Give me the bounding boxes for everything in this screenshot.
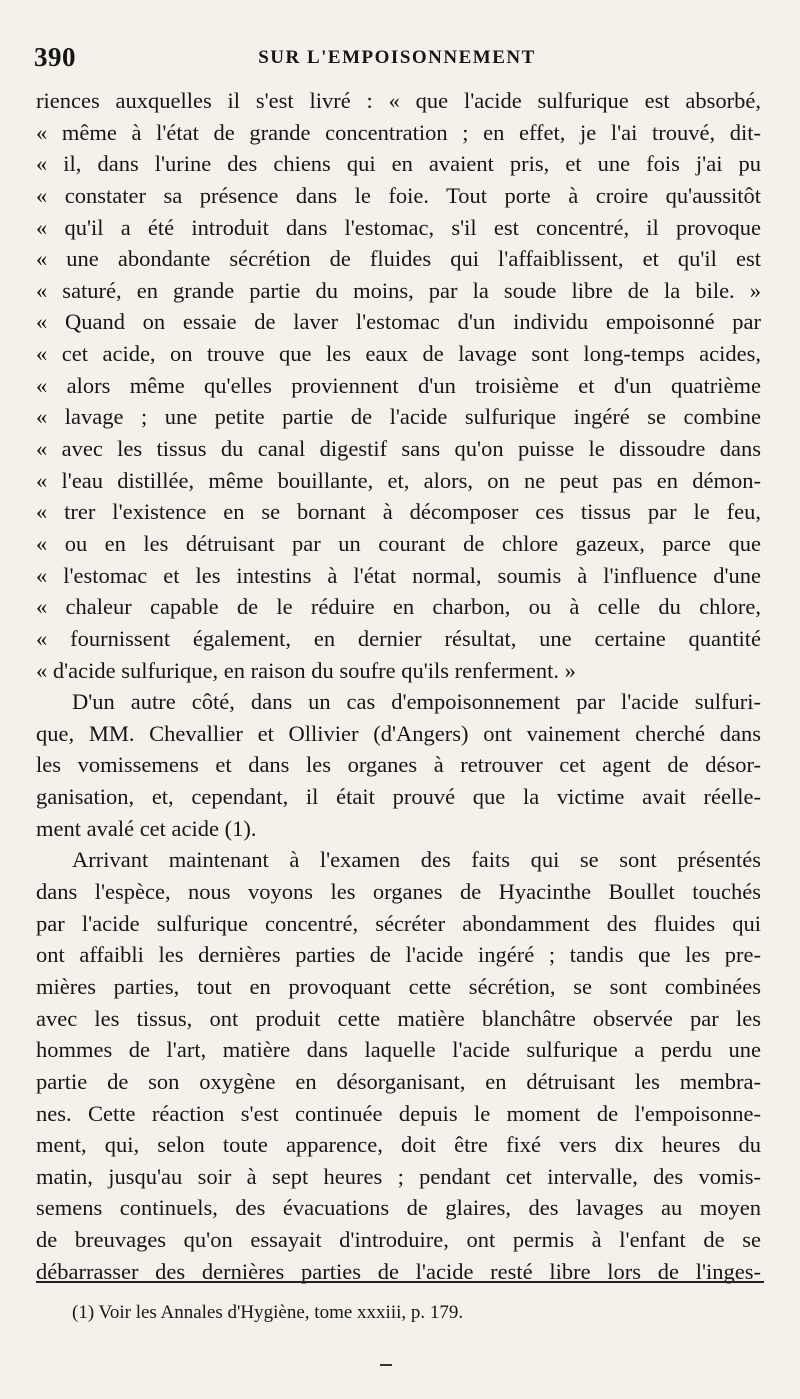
text-line: « saturé, en grande partie du moins, par la soude libre de la bile. » — [36, 277, 761, 303]
text-line: « même à l'état de grande concentration ; en effet, je l'ai trouvé, dit- — [36, 119, 761, 145]
text-line: ont affaibli les dernières parties de l'acide ingéré ; tandis que les pre- — [36, 942, 761, 968]
text-line: « alors même qu'elles proviennent d'un troisième et d'un quatrième — [36, 372, 761, 398]
text-line: « chaleur capable de le réduire en charbon, ou à celle du chlore, — [36, 594, 761, 620]
text-line: « ou en les détruisant par un courant de chlore gazeux, parce que — [36, 530, 761, 556]
text-line: semens continuels, des évacuations de glaires, des lavages au moyen — [36, 1195, 761, 1221]
footnote-rule — [36, 1281, 764, 1283]
running-title: SUR L'EMPOISONNEMENT — [258, 47, 536, 68]
body-text — [36, 85, 761, 1287]
text-line: « lavage ; une petite partie de l'acide sulfurique ingéré se combine — [36, 404, 761, 430]
text-line: « une abondante sécrétion de fluides qui l'affaiblissent, et qu'il est — [36, 246, 761, 272]
text-line: « trer l'existence en se bornant à décomposer ces tissus par le feu, — [36, 499, 761, 525]
text-line: nes. Cette réaction s'est continuée depuis le moment de l'empoisonne- — [36, 1100, 761, 1126]
text-line: hommes de l'art, matière dans laquelle l'acide sulfurique a perdu une — [36, 1037, 761, 1063]
text-line: « l'estomac et les intestins à l'état normal, soumis à l'influence d'une — [36, 562, 761, 588]
text-line: « l'eau distillée, même bouillante, et, alors, on ne peut pas en démon- — [36, 467, 761, 493]
text-line: « constater sa présence dans le foie. Tout porte à croire qu'aussitôt — [36, 182, 761, 208]
text-line: riences auxquelles il s'est livré : « que l'acide sulfurique est absorbé, — [36, 88, 761, 113]
paragraph-first-line: D'un autre côté, dans un cas d'empoisonnement par l'acide sulfuri- — [72, 689, 761, 715]
paragraph-first-line: Arrivant maintenant à l'examen des faits qui se sont présentés — [72, 847, 761, 873]
text-line: ment, qui, selon toute apparence, doit être fixé vers dix heures du — [36, 1132, 761, 1158]
text-line: « qu'il a été introduit dans l'estomac, s'il est concentré, il provoque — [36, 214, 761, 240]
text-line: « fournissent également, en dernier résultat, une certaine quantité — [36, 625, 761, 651]
text-line: « cet acide, on trouve que les eaux de lavage sont long-temps acides, — [36, 341, 761, 367]
text-line: les vomissemens et dans les organes à retrouver cet agent de désor- — [36, 752, 761, 778]
text-line: partie de son oxygène en désorganisant, en détruisant les membra- — [36, 1068, 761, 1094]
text-line: « d'acide sulfurique, en raison du soufre qu'ils renferment. » — [36, 657, 576, 683]
text-line: matin, jusqu'au soir à sept heures ; pendant cet intervalle, des vomis- — [36, 1163, 761, 1189]
text-line: mières parties, tout en provoquant cette sécrétion, se sont combinées — [36, 973, 761, 999]
text-line: avec les tissus, ont produit cette matière blanchâtre observée par les — [36, 1005, 761, 1031]
text-line: « il, dans l'urine des chiens qui en avaient pris, et une fois j'ai pu — [36, 151, 761, 177]
text-line: que, MM. Chevallier et Ollivier (d'Angers) ont vainement cherché dans — [36, 720, 761, 746]
bottom-dash — [380, 1364, 392, 1366]
text-line: de breuvages qu'on essayait d'introduire, ont permis à l'enfant de se — [36, 1227, 761, 1253]
text-line: ganisation, et, cependant, il était prouvé que la victime avait réelle- — [36, 784, 761, 810]
page-number: 390 — [34, 42, 76, 72]
text-line: « Quand on essaie de laver l'estomac d'un individu empoisonné par — [36, 309, 761, 335]
text-line: débarrasser des dernières parties de l'acide resté libre lors de l'inges- — [36, 1258, 761, 1284]
text-line: « avec les tissus du canal digestif sans qu'on puisse le dissoudre dans — [36, 436, 761, 462]
text-line: ment avalé cet acide (1). — [36, 815, 257, 841]
footnote: (1) Voir les Annales d'Hygiène, tome xxxiii, p. 179. — [72, 1302, 464, 1323]
text-line: par l'acide sulfurique concentré, sécréter abondamment des fluides qui — [36, 910, 761, 936]
text-line: dans l'espèce, nous voyons les organes de Hyacinthe Boullet touchés — [36, 879, 761, 905]
page-header — [34, 40, 760, 80]
